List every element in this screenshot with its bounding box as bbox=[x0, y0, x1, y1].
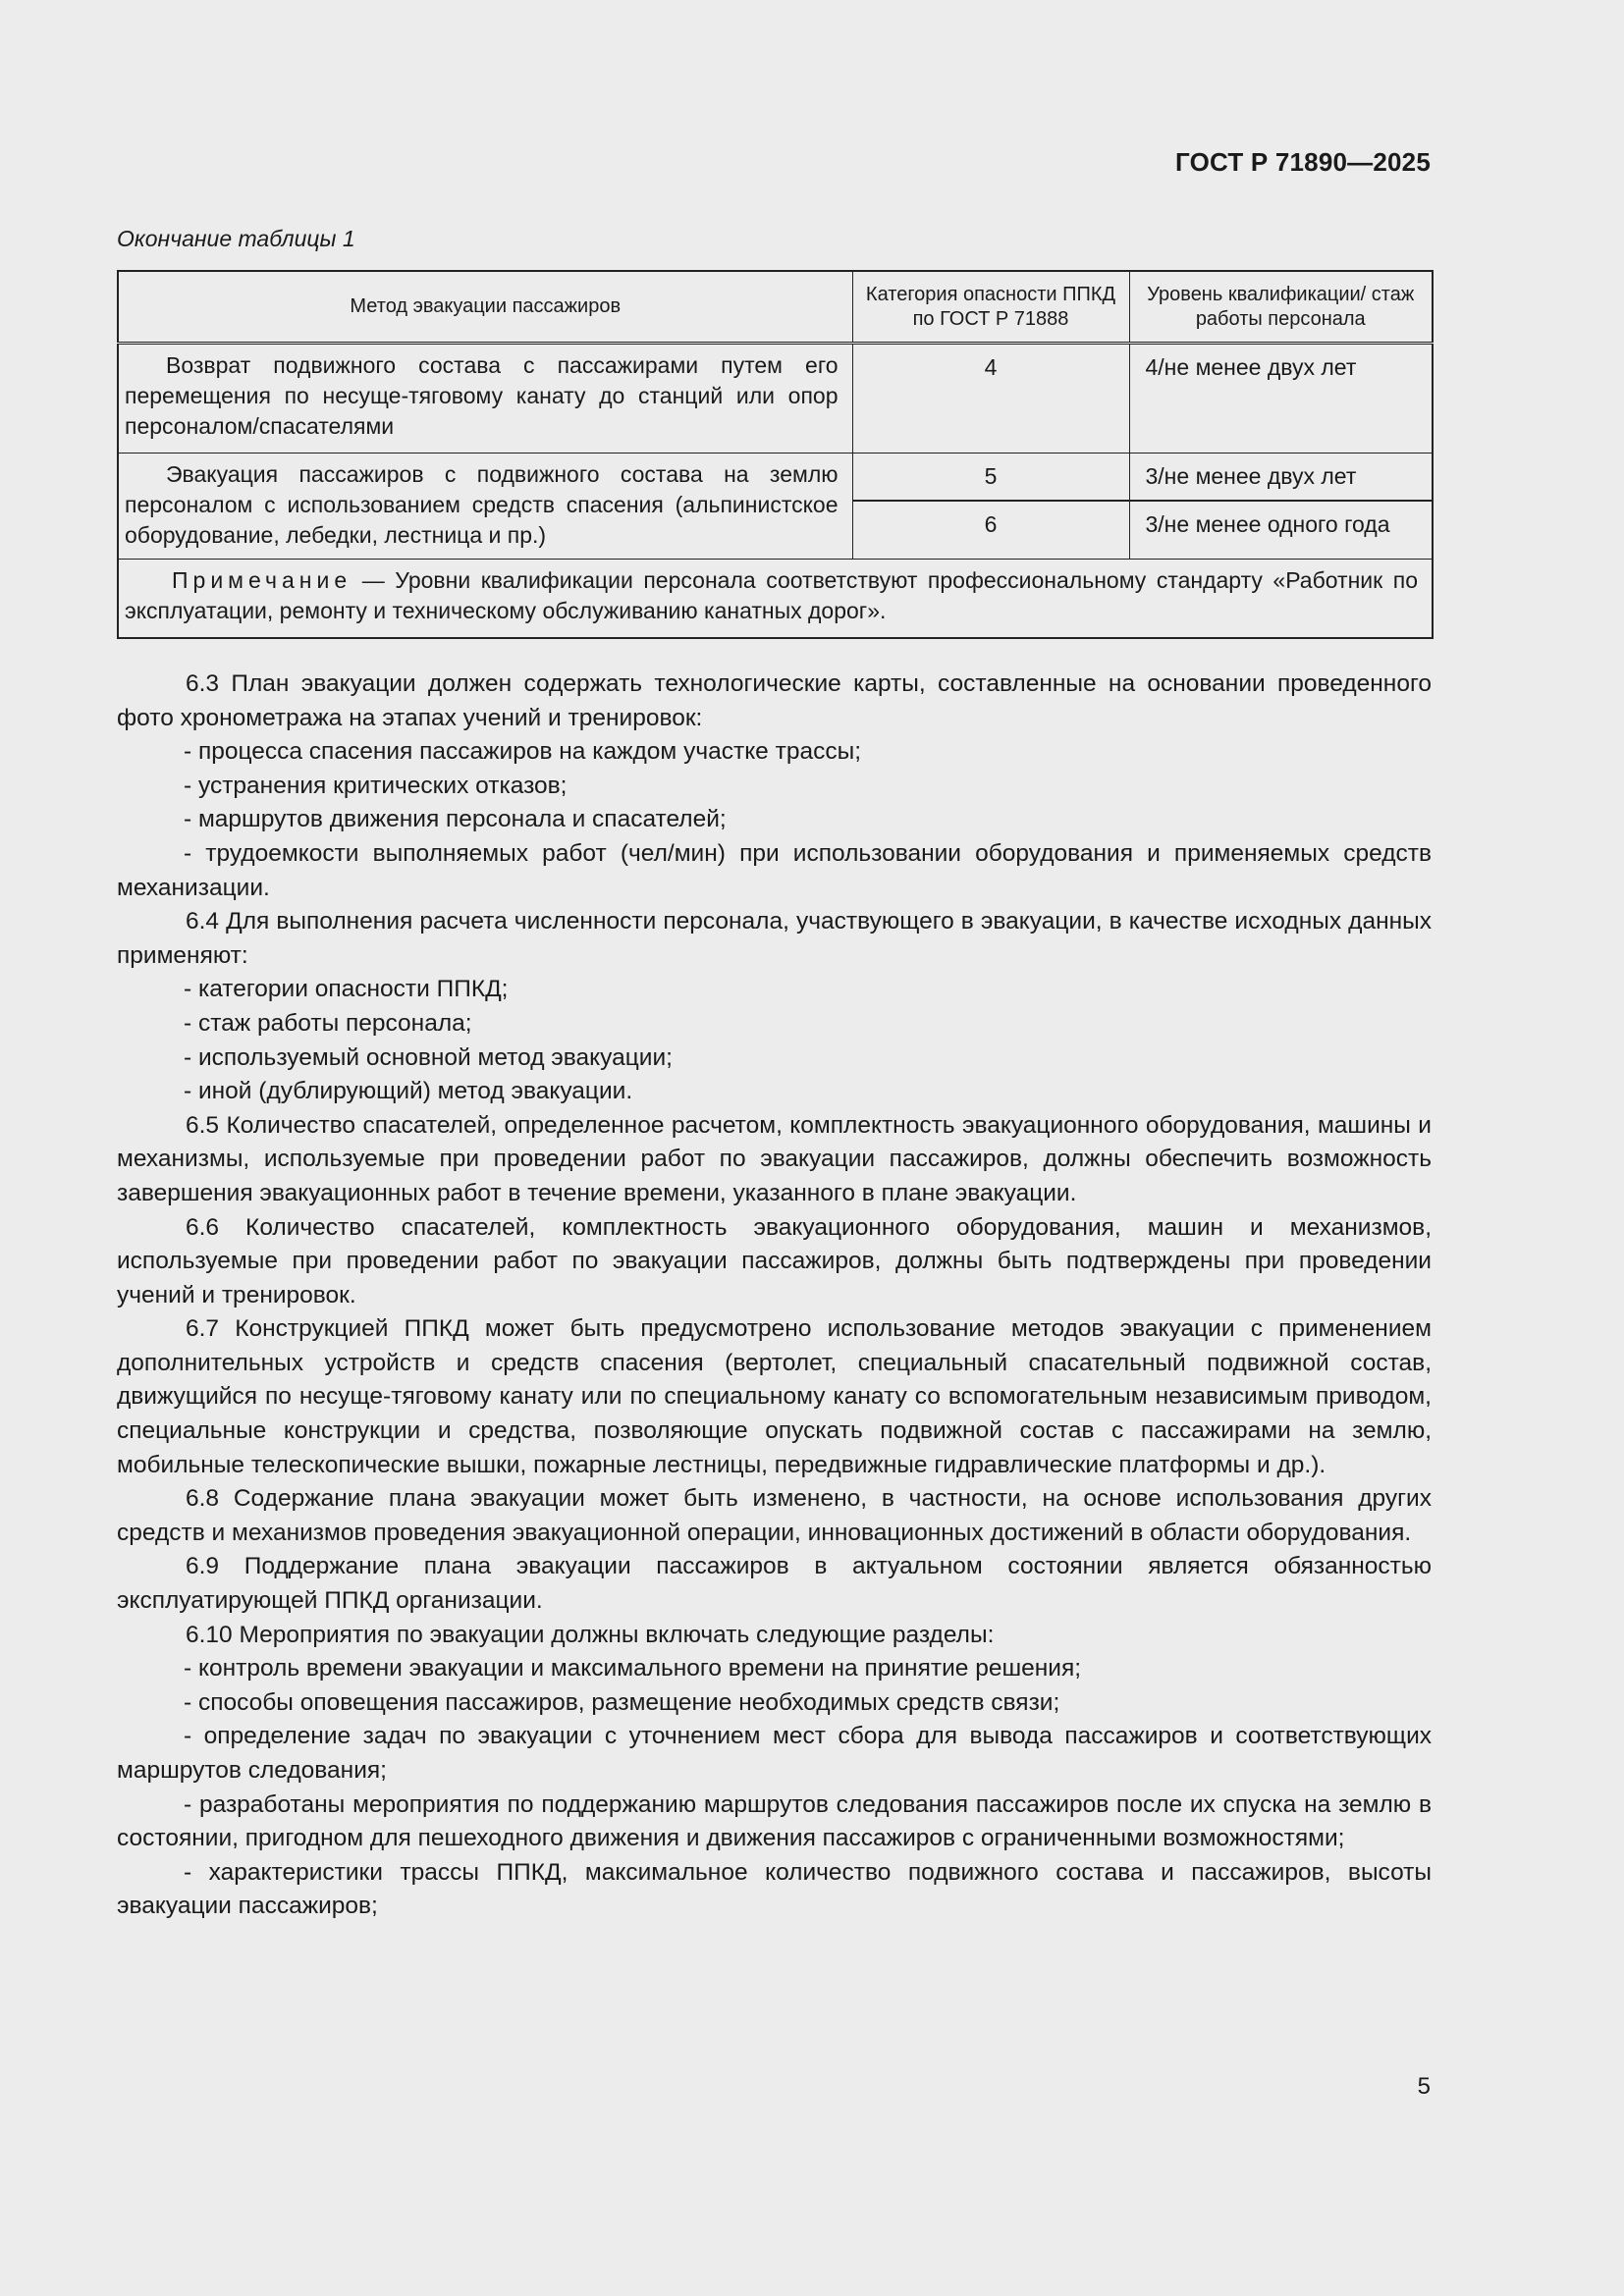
table-row bbox=[118, 454, 1433, 501]
list-item: - стаж работы персонала; bbox=[184, 1009, 472, 1037]
table-note-row bbox=[118, 560, 1433, 638]
paragraph: 6.8 Содержание плана эвакуации может быть изменено, в частности, на основе использования других средств и механизмов проведения эвакуационной операции, инновационных достижений в области оборудования. bbox=[117, 1485, 1432, 1546]
note-text: — Уровни квалификации персонала соответствуют профессиональному стандарту «Работник по эксплуатации, ремонту и техническому обслуживанию канатных дорог». bbox=[125, 567, 1418, 623]
level-cell: 3/не менее одного года bbox=[1129, 501, 1433, 560]
list-item: - категории опасности ППКД; bbox=[184, 976, 509, 1003]
list-item: - способы оповещения пассажиров, размещение необходимых средств связи; bbox=[184, 1688, 1060, 1716]
list-item: - маршрутов движения персонала и спасателей; bbox=[184, 806, 727, 833]
paragraph: 6.4 Для выполнения расчета численности персонала, участвующего в эвакуации, в качестве исходных данных применяют: bbox=[117, 908, 1432, 969]
column-header-level: Уровень квалификации/ стаж работы персонала bbox=[1129, 271, 1433, 344]
list-item: - разработаны мероприятия по поддержанию маршрутов следования пассажиров после их спуска на землю в состоянии, пригодном для пешеходного движения и движения пассажиров с ограниченными возможностями; bbox=[117, 1790, 1432, 1852]
method-cell bbox=[118, 344, 852, 454]
list-item: - контроль времени эвакуации и максимального времени на принятие решения; bbox=[184, 1655, 1082, 1682]
document-code: ГОСТ Р 71890—2025 bbox=[1175, 147, 1431, 177]
paragraph: 6.9 Поддержание плана эвакуации пассажиров в актуальном состоянии является обязанностью эксплуатирующей ППКД организации. bbox=[117, 1553, 1432, 1615]
list-item: - трудоемкости выполняемых работ (чел/мин) при использовании оборудования и применяемых средств механизации. bbox=[117, 839, 1432, 901]
level-cell: 4/не менее двух лет bbox=[1129, 344, 1433, 454]
page-number: 5 bbox=[1417, 2073, 1431, 2100]
list-item: - определение задач по эвакуации с уточнением мест сбора для вывода пассажиров и соответствующих маршрутов следования; bbox=[117, 1723, 1432, 1784]
table-caption: Окончание таблицы 1 bbox=[117, 226, 355, 251]
list-item: - используемый основной метод эвакуации; bbox=[184, 1043, 673, 1071]
paragraph: 6.6 Количество спасателей, комплектность эвакуационного оборудования, машин и механизмов, используемые при проведении работ по эвакуации пассажиров, должны быть подтверждены при проведении учений и тренировок. bbox=[117, 1213, 1432, 1308]
list-item: - иной (дублирующий) метод эвакуации. bbox=[184, 1078, 633, 1105]
table-row bbox=[118, 344, 1433, 454]
method-cell bbox=[118, 454, 852, 560]
list-item: - процесса спасения пассажиров на каждом участке трассы; bbox=[184, 738, 862, 766]
level-cell: 3/не менее двух лет bbox=[1129, 454, 1433, 501]
table-note bbox=[118, 560, 1433, 638]
column-header-method: Метод эвакуации пассажиров bbox=[118, 271, 852, 344]
category-cell: 4 bbox=[852, 344, 1129, 454]
category-cell: 6 bbox=[852, 501, 1129, 560]
paragraph: 6.7 Конструкцией ППКД может быть предусмотрено использование методов эвакуации с применением дополнительных устройств и средств спасения (вертолет, специальный спасательный подвижной состав, движущийся по несуще-тяговому канату или по специальному канату со вспомогательным независимым приводом, специальные конструкции и средства, позволяющие опускать подвижной состав с пассажирами на землю, мобильные телескопические вышки, пожарные лестницы, передвижные гидравлические платформы и др.). bbox=[117, 1315, 1432, 1478]
table-header-row bbox=[118, 271, 1433, 344]
category-cell: 5 bbox=[852, 454, 1129, 501]
paragraph: 6.10 Мероприятия по эвакуации должны включать следующие разделы: bbox=[186, 1621, 995, 1648]
body-text bbox=[117, 667, 1432, 1924]
method-text: Эвакуация пассажиров с подвижного состава на землю персоналом с использованием средств спасения (альпинистское оборудование, лебедки, лестница и пр.) bbox=[125, 461, 839, 548]
list-item: - устранения критических отказов; bbox=[184, 772, 568, 799]
column-header-category: Категория опасности ППКД по ГОСТ Р 71888 bbox=[852, 271, 1129, 344]
list-item: - характеристики трассы ППКД, максимальное количество подвижного состава и пассажиров, высоты эвакуации пассажиров; bbox=[117, 1858, 1432, 1920]
paragraph: 6.5 Количество спасателей, определенное расчетом, комплектность эвакуационного оборудования, машины и механизмы, используемые при проведении работ по эвакуации пассажиров, должны обеспечить возможность завершения эвакуационных работ в течение времени, указанного в плане эвакуации. bbox=[117, 1111, 1432, 1206]
note-label: Примечание bbox=[172, 567, 352, 593]
evacuation-table bbox=[117, 270, 1434, 639]
method-text: Возврат подвижного состава с пассажирами путем его перемещения по несуще-тяговому канату до станций или опор персоналом/спасателями bbox=[125, 352, 839, 439]
paragraph: 6.3 План эвакуации должен содержать технологические карты, составленные на основании проведенного фото хронометража на этапах учений и тренировок: bbox=[117, 670, 1432, 731]
